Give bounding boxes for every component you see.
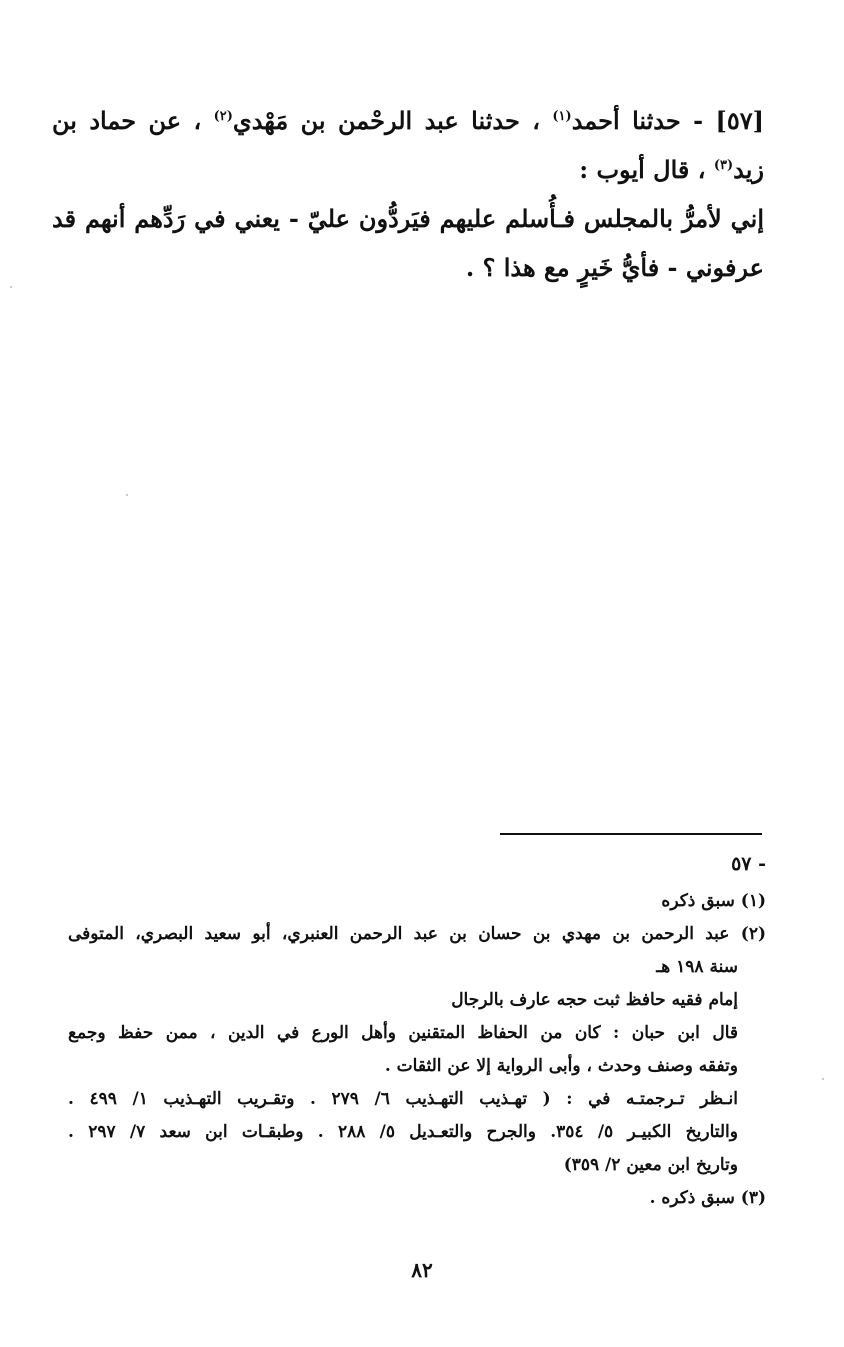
footnote-line: انـظر تـرجمتـه في : ( تهـذيب التهـذيب ٦/ ٢٧٩ . وتقـريب التهـذيب ١/ ٤٩٩ .	[68, 1089, 738, 1109]
hadith-isnad-paragraph	[52, 96, 764, 194]
footnote-line: (٣) سبق ذكره .	[649, 1188, 766, 1208]
footnote-ref-3[interactable]: (٣)	[713, 158, 734, 173]
footnote-line: وتاريخ ابن معين ٢/ ٣٥٩)	[563, 1155, 738, 1175]
footnote-ref-1[interactable]: (١)	[552, 109, 572, 124]
scan-speck	[10, 286, 12, 288]
isnad-text-2: ، حدثنا عبد الرحْمن بن مَهْدي	[232, 106, 553, 135]
isnad-text-4: ، قال أيوب :	[579, 155, 714, 184]
scan-speck	[822, 1078, 824, 1080]
footnote-line: سنة ١٩٨ هـ	[656, 957, 738, 977]
footnote-line: (٢) عبد الرحمن بن مهدي بن حسان بن عبد الرحمن العنبري، أبو سعيد البصري، المتوفى	[68, 924, 766, 944]
footnote-line: إمام فقيه حافظ ثبت حجه عارف بالرجال	[451, 990, 738, 1010]
footnote-line: والتاريخ الكبيـر ٥/ ٣٥٤. والجرح والتعـديل ٥/ ٢٨٨ . وطبقـات ابن سعد ٧/ ٢٩٧ .	[68, 1122, 738, 1142]
scan-speck	[126, 494, 128, 496]
footnote-line: (١) سبق ذكره	[661, 891, 766, 911]
page-number: ٨٢	[411, 1258, 433, 1282]
isnad-text-1: [٥٧] - حدثنا أحمد	[571, 106, 765, 135]
footnote-line: وتفقه وصنف وحدث ، وأبى الرواية إلا عن الثقات .	[384, 1056, 738, 1076]
hadith-matn-paragraph: إني لأمرُّ بالمجلس فـأُسلم عليهم فيَردُّون عليّ - يعني في رَدِّهم أنهم قد عرفوني - فأيُّ خَيرٍ مع هذا ؟ .	[52, 204, 764, 282]
footnote-heading: - ٥٧	[731, 853, 766, 875]
footnote-separator	[500, 833, 762, 835]
footnotes-section	[68, 848, 766, 1215]
isnad-text-3: ، عن حماد بن زيد	[52, 106, 764, 184]
footnote-line: قال ابن حبان : كان من الحفاظ المتقنين وأهل الورع في الدين ، ممن حفظ وجمع	[68, 1023, 738, 1043]
footnote-ref-2[interactable]: (٢)	[213, 109, 233, 124]
